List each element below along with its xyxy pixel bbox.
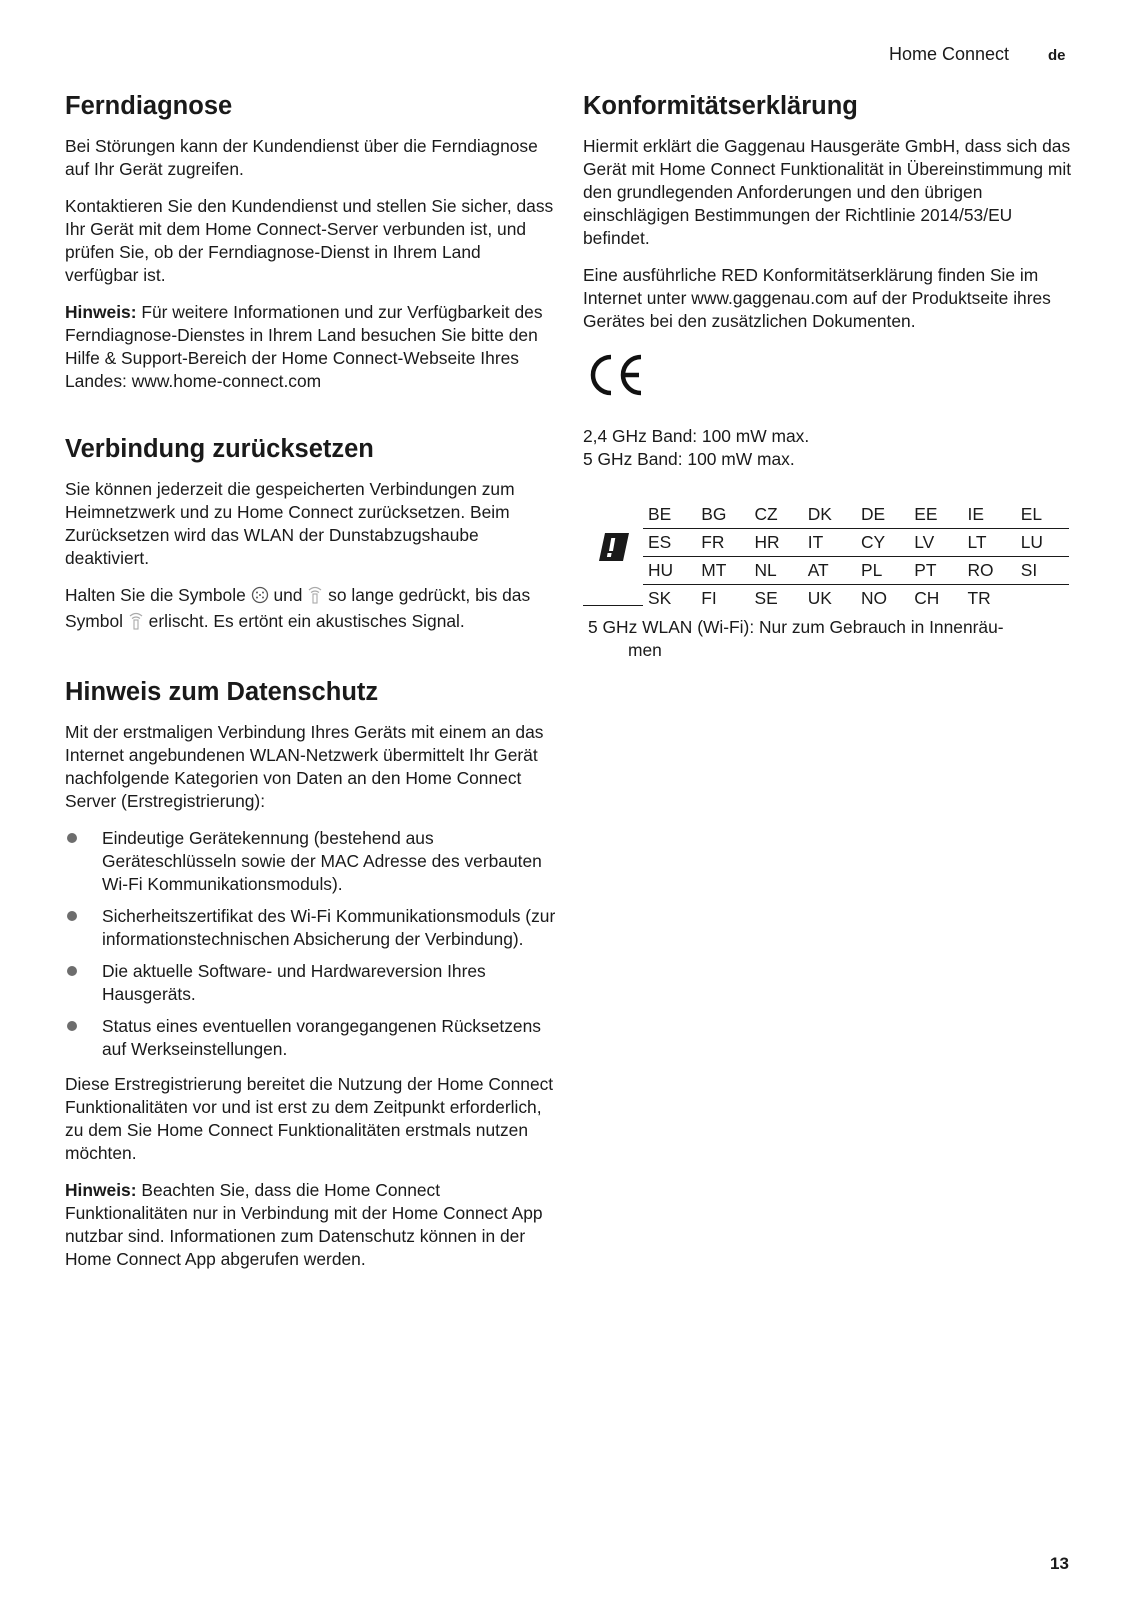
page-number: 13 [1050,1554,1069,1573]
note-paragraph [65,301,557,393]
section-title: Ferndiagnose [65,92,233,120]
country-code: IE [963,501,1016,529]
note-text: Beachten Sie, dass die Home Connect Funktionalitäten nur in Verbindung mit der Home Connect App nutzbar sind. Informationen zum Datenschutz können in der Home Connect App abgerufen werden. [65,1180,543,1269]
country-code: UK [807,588,832,608]
country-code [1016,585,1069,613]
paragraph: Bei Störungen kann der Kundendienst über die Ferndiagnose auf Ihr Gerät zugreifen. [65,136,538,179]
home-connect-button-icon [251,586,269,610]
country-code: FI [701,588,717,608]
country-code: PT [909,557,962,585]
right-column [583,90,1073,662]
country-code: SE [754,588,778,608]
country-code: CY [856,529,909,557]
country-code: LU [1016,529,1069,557]
country-code: CZ [750,501,803,529]
country-code: NO [861,588,888,608]
country-restrictions [583,501,1073,662]
left-column [65,90,557,1285]
section-datenschutz [65,676,557,1271]
country-code: NL [750,557,803,585]
country-code: BE [643,501,696,529]
country-code: HR [750,529,803,557]
band-line: 2,4 GHz Band: 100 mW max. [583,426,810,446]
country-code: BG [696,501,749,529]
list-item: Eindeutige Gerätekennung (bestehend aus Geräteschlüsseln sowie der MAC Adresse des verbauten Wi-Fi Kommunikationsmoduls). [65,827,557,896]
warning-icon [597,531,631,569]
section-title: Verbindung zurücksetzen [65,435,374,463]
country-code: LT [963,529,1016,557]
wifi-icon [307,584,323,610]
country-table [643,501,1069,612]
table-row [643,529,1069,557]
wlan-note [583,616,1073,662]
country-code: TR [967,588,991,608]
band-info [583,425,1073,471]
country-code: HU [643,557,696,585]
divider [583,605,643,606]
paragraph: Mit der erstmaligen Verbindung Ihres Geräts mit einem an das Internet angebundenen WLAN-Netzwerk übermittelt Ihr Gerät nachfolgende Kategorien von Daten an den Home Connect Server (Erstregistrierung): [65,722,544,811]
country-code: CH [914,588,940,608]
section-konformitaet [583,90,1073,662]
paragraph: Hiermit erklärt die Gaggenau Hausgeräte GmbH, dass sich das Gerät mit Home Connect Funktionalität in Übereinstimmung mit den grundlegenden Anforderungen und den übrigen einschlägigen Bestimmungen der Richtlinie 2014/53/EU befindet. [583,136,1072,248]
paragraph: Eine ausführliche RED Konformitätserklärung finden Sie im Internet unter www.gaggenau.com auf der Produktseite ihres Gerätes bei den zusätzlichen Dokumenten. [583,265,1051,331]
header-language: de [1048,47,1066,64]
section-title: Hinweis zum Datenschutz [65,678,379,706]
country-code: DK [803,501,856,529]
country-code: EL [1016,501,1069,529]
wifi-icon [128,610,144,636]
paragraph: Kontaktieren Sie den Kundendienst und stellen Sie sicher, dass Ihr Gerät mit dem Home Connect-Server verbunden ist, und prüfen Sie, ob der Ferndiagnose-Dienst in Ihrem Land verfügbar ist. [65,196,554,285]
note-label: Hinweis: [65,302,137,322]
country-code: ES [643,529,696,557]
bullet-icon [67,833,77,843]
country-code: SK [648,588,672,608]
country-code: EE [909,501,962,529]
bullet-icon [67,966,77,976]
country-code: FR [696,529,749,557]
list-item: Status eines eventuellen vorangegangenen Rücksetzens auf Werkseinstellungen. [65,1015,557,1061]
country-code: SI [1016,557,1069,585]
country-code: IT [803,529,856,557]
header-title: Home Connect [889,44,1010,64]
bullet-list [65,827,557,1061]
list-item: Die aktuelle Software- und Hardwareversion Ihres Hausgeräts. [65,960,557,1006]
symbol-instruction: Halten Sie die Symbole und so lange gedrückt, bis das Symbol erlischt. Es ertönt ein akustisches Signal. [65,584,557,636]
table-row [643,585,1069,613]
table-row [643,501,1069,529]
note-label: Hinweis: [65,1180,137,1200]
bullet-icon [67,1021,77,1031]
band-line: 5 GHz Band: 100 mW max. [583,449,795,469]
section-verbindung-zuruecksetzen [65,433,557,636]
country-code: PL [856,557,909,585]
section-ferndiagnose [65,90,557,393]
table-row [643,557,1069,585]
note-text: Für weitere Informationen und zur Verfügbarkeit des Ferndiagnose-Dienstes in Ihrem Land besuchen Sie bitte den Hilfe & Support-Bereich der Home Connect-Webseite Ihres Landes: www.home-connect.com [65,302,543,391]
country-code: RO [963,557,1016,585]
ce-mark-icon [587,353,1073,403]
country-code: DE [856,501,909,529]
wlan-note-line: men [628,640,662,660]
note-paragraph [65,1179,557,1271]
country-code: AT [803,557,856,585]
list-item: Sicherheitszertifikat des Wi-Fi Kommunikationsmoduls (zur informationstechnischen Absicherung der Verbindung). [65,905,557,951]
country-code: MT [696,557,749,585]
paragraph: Diese Erstregistrierung bereitet die Nutzung der Home Connect Funktionalitäten vor und ist erst zu dem Zeitpunkt erforderlich, zu dem Sie Home Connect Funktionalitäten erstmals nutzen möchten. [65,1074,554,1163]
bullet-icon [67,911,77,921]
country-code: LV [909,529,962,557]
paragraph: Sie können jederzeit die gespeicherten Verbindungen zum Heimnetzwerk und zu Home Connect zurücksetzen. Beim Zurücksetzen wird das WLAN der Dunstabzugshaube deaktiviert. [65,479,515,568]
section-title: Konformitätserklärung [583,92,858,120]
wlan-note-line: 5 GHz WLAN (Wi-Fi): Nur zum Gebrauch in Innenräu- [588,617,1004,637]
